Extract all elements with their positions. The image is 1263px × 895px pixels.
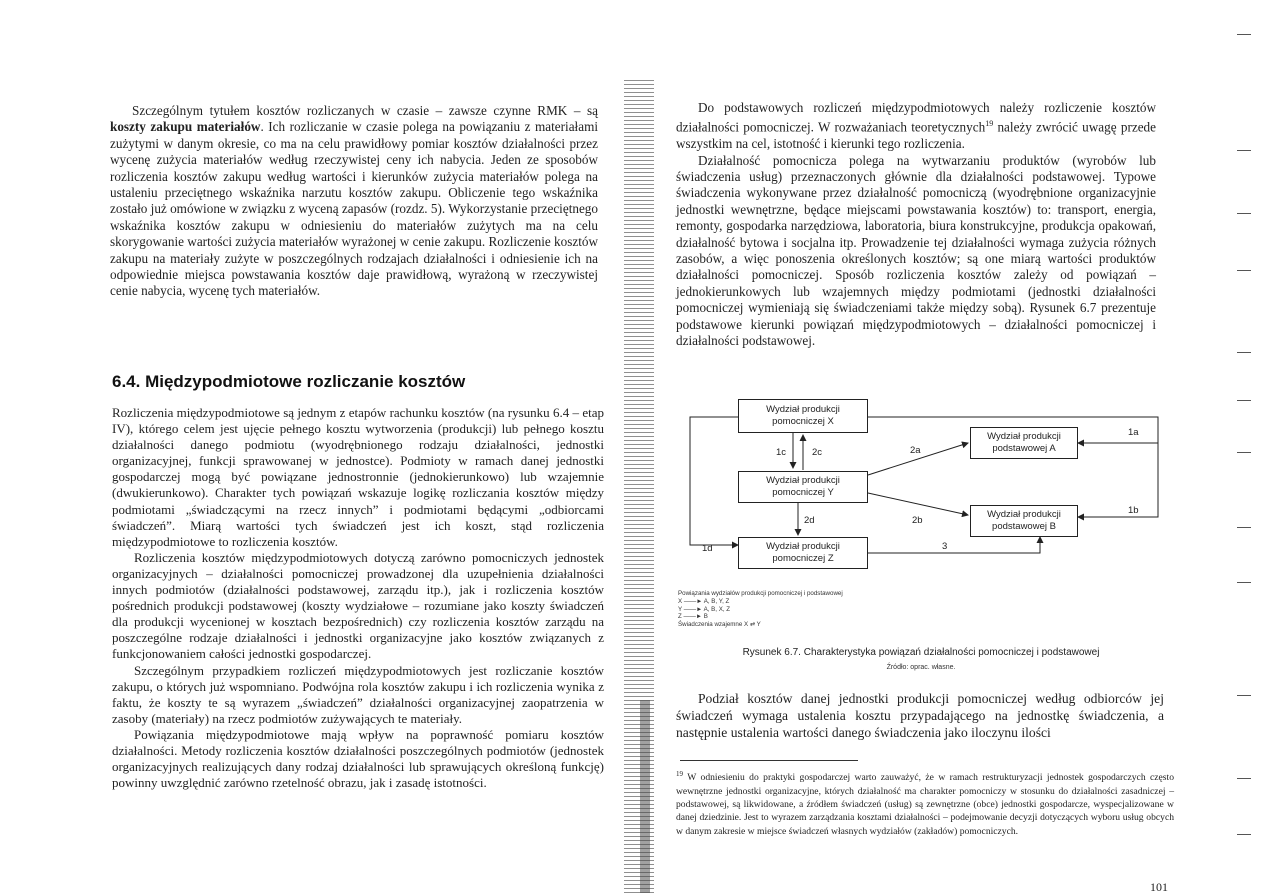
right-body-bottom — [676, 690, 1164, 741]
left-page — [0, 0, 632, 893]
footnote-divider — [680, 760, 858, 761]
section-paragraph-3: Szczególnym przypadkiem rozliczeń międzypodmiotowych jest rozliczanie kosztów zakupu, o których już wspomniano. Podwójna rola kosztów zakupu i ich rozliczenia wynika z faktu, że koszty te są wyrazem „świadczeń” działalności organizacyjnej zaopatrzenia w zasoby (materiały) na rzecz podmiotów zużywających te materiały. — [112, 662, 604, 726]
label-1c: 1c — [776, 447, 787, 458]
label-1a: 1a — [1128, 427, 1139, 438]
page-edge-mark — [1237, 352, 1251, 353]
intro-bold-term: koszty zakupu materiałów — [110, 119, 261, 135]
right-paragraph-2: Działalność pomocnicza polega na wytwarzaniu produktów (wyrobów lub świadczenia usług) przeznaczonych głównie dla działalności podstawowej. Typowe świadczenia wykonywane przez działalność pomocniczą (wyodrębnione organizacyjnie jednostki wewnętrzne, będące miejscami powstawania kosztów) to: transport, energia, remonty, gospodarka narzędziowa, laboratoria, biura konstrukcyjne, produkcja opakowań, działalność bytowa i socjalna itp. Prowadzenie tej działalności wymaga zużycia różnych zasobów, a więc ponoszenia określonych kosztów; są one miarą wartości produktów działalności pomocniczej. Sposób rozliczenia kosztów zależy od powiązań – jednokierunkowych lub wzajemnych między podmiotami (jednostki działalności pomocniczej wymieniają się świadczeniami także między sobą). Rysunek 6.7 prezentuje podstawowe kierunki powiązań międzypodmiotowych – działalności pomocniczej i działalności podstawowej. — [676, 152, 1156, 349]
footnote — [676, 768, 1174, 838]
label-2d: 2d — [804, 515, 815, 526]
section-paragraph-1: Rozliczenia międzypodmiotowe są jednym z etapów rachunku kosztów (na rysunku 6.4 – etap IV), którego celem jest ujęcie pełnego kosztu wytworzenia (produkcji) lub pełnego kosztu działalności danego podmiotu (wyodrębnionego rodzaju działalności, jednostki organizacyjnej, funkcji sprawowanej w jednostce). Podmioty w ramach danej jednostki gospodarczej mogą być powiązane jednostronnie (jednokierunkowo) lub wzajemnie (dwukierunkowo). Charakter tych powiązań wskazuje logikę rozliczania kosztów między podmiotami „świadczącymi na rzecz innych” i podmiotami będącymi „odbiorcami świadczeń”. Miarą wartości tych świadczeń jest ich koszt, stąd rozliczenia międzypodmiotowe to rozliczenia kosztów. — [112, 405, 604, 549]
page-edge-mark — [1237, 527, 1251, 528]
legend-line: Świadczenia wzajemne X ⇄ Y — [678, 621, 761, 629]
label-1b: 1b — [1128, 505, 1139, 516]
footnote-marker: 19 — [676, 770, 683, 778]
box-auxiliary-z: Wydział produkcji pomocniczej Z — [738, 537, 868, 569]
right-paragraph-3: Podział kosztów danej jednostki produkcji pomocniczej według odbiorców jej świadczeń wymaga ustalenia kosztu przypadającego na jednostkę świadczenia, a następnie ustalenia wartości danego świadczenia jako iloczynu ilości — [676, 691, 1164, 740]
page-edge-mark — [1237, 150, 1251, 151]
page-number: 101 — [1150, 880, 1168, 894]
label-2a: 2a — [910, 445, 921, 456]
footnote-text: W odniesieniu do praktyki gospodarczej warto zauważyć, że w ramach restrukturyzacji jednostek gospodarczych często wewnętrzne jednostki organizacyjne, których działalność ma charakter pomocniczy w stosunku do działalności zasadniczej – podstawowej, są likwidowane, a źródłem świadczeń (usług) są zewnętrzne (obce) jednostki gospodarcze, wyspecjalizowane w danej dziedzinie. Jest to wyrazem zarządzania kosztami działalności – podejmowanie decyzji dotyczących wyboru usług obcych w danym zakresie w miejsce świadczeń własnych wydziałów (zakładów) pomocniczych. — [676, 772, 1174, 837]
label-2b: 2b — [912, 515, 923, 526]
legend-line: Y ——► A, B, X, Z — [678, 605, 731, 613]
page-edge-mark — [1237, 400, 1251, 401]
box-auxiliary-x: Wydział produkcji pomocniczej X — [738, 399, 868, 433]
right-paragraph-1-rest: należy zwrócić uwagę przede wszystkim na cel, istotność i kierunki tego rozliczenia. — [676, 119, 1157, 152]
diagram-legend — [678, 590, 938, 629]
page-edge-mark — [1237, 778, 1251, 779]
page-edge-mark — [1237, 213, 1251, 214]
right-paragraph-1: Do podstawowych rozliczeń międzypodmiotowych należy rozliczenie kosztów działalności pomocniczej. W rozważaniach teoretycznych — [676, 100, 1156, 135]
figure-caption: Rysunek 6.7. Charakterystyka powiązań działalności pomocniczej i podstawowej — [742, 647, 1100, 658]
section-body — [112, 405, 604, 791]
footnote-reference: 19 — [985, 119, 994, 129]
intro-text-end: . Ich rozliczanie w czasie polega na powiązaniu z materiałami zużytymi w danym okresie, co ma na celu prawidłowy pomiar kosztów działalności przez wycenę zużycia materiałów według rzeczywistej ceny ich nabycia. Jeden ze sposobów rozliczenia kosztów zakupu według wartości i kierunków zużycia materiałów polega na ustaleniu przeciętnego wskaźnika narzutu kosztów zakupu. Obliczenie tego wskaźnika zostało już omówione w związku z wyceną zapasów (rozdz. 5). Wykorzystanie przeciętnego wskaźnika kosztów zakupu w odniesieniu do materiałów zużytych ma na celu skorygowanie wartości zużycia materiałów wyrażonej w cenie zakupu. Rozliczenie kosztów zakupu na materiały zużyte w poszczególnych rodzajach działalności i odniesienie ich na odpowiednie miejsca powstawania kosztów daje prawidłową, wyrażoną w rzeczywistej cenie nabycia, wycenę tych materiałów. — [110, 119, 598, 299]
intro-paragraph — [110, 103, 598, 300]
section-paragraph-4: Powiązania międzypodmiotowe mają wpływ na poprawność pomiaru kosztów działalności. Metody rozliczenia kosztów działalności poszczególnych podmiotów (jednostek organizacyjnych realizujących dany rodzaj działalności lub sprawujących określoną funkcję) powinny uwzględnić zarówno rzetelność obrazu, jak i zasadę istotności. — [112, 726, 604, 791]
box-primary-a: Wydział produkcji podstawowej A — [970, 427, 1078, 459]
page-edge-mark — [1237, 34, 1251, 35]
label-1d: 1d — [702, 543, 713, 554]
page-edge-mark — [1237, 834, 1251, 835]
page-edge-mark — [1237, 452, 1251, 453]
box-auxiliary-y: Wydział produkcji pomocniczej Y — [738, 471, 868, 503]
legend-line: Z ——► B — [678, 613, 708, 621]
page-edge-mark — [1237, 270, 1251, 271]
label-3: 3 — [942, 541, 948, 552]
flow-diagram — [680, 395, 1170, 585]
label-2c: 2c — [812, 447, 823, 458]
intro-text-start: Szczególnym tytułem kosztów rozliczanych w czasie – zawsze czynne RMK – są — [132, 103, 598, 118]
page-edge-mark — [1237, 582, 1251, 583]
figure-source: Źródło: oprac. własne. — [886, 664, 956, 671]
section-heading: 6.4. Międzypodmiotowe rozliczanie kosztów — [112, 372, 466, 391]
legend-line: X ——► A, B, Y, Z — [678, 597, 730, 605]
box-primary-b: Wydział produkcji podstawowej B — [970, 505, 1078, 537]
section-paragraph-2: Rozliczenia kosztów międzypodmiotowych dotyczą zarówno pomocniczych jednostek organizacyjnych – działalności pomocniczej prowadzonej dla uzupełnienia działalności innych podmiotów (działalności podstawowej, zarządu itp.), jak i rozliczenia kosztów pośrednich produkcji podstawowej (koszty wydziałowe – rozumiane jako koszty świadczeń dla produkcji wycenionej w kosztach bezpośrednich) czy rozliczenia kosztów zarządu na poszczególne rodzaje działalności i jednostki organizacyjne jako kosztów związanych z funkcjonowaniem całości jednostki gospodarczej. — [112, 549, 604, 662]
page-edge-mark — [1237, 695, 1251, 696]
legend-line: Powiązania wydziałów produkcji pomocniczej i podstawowej — [678, 590, 843, 597]
right-body-top — [676, 100, 1156, 349]
